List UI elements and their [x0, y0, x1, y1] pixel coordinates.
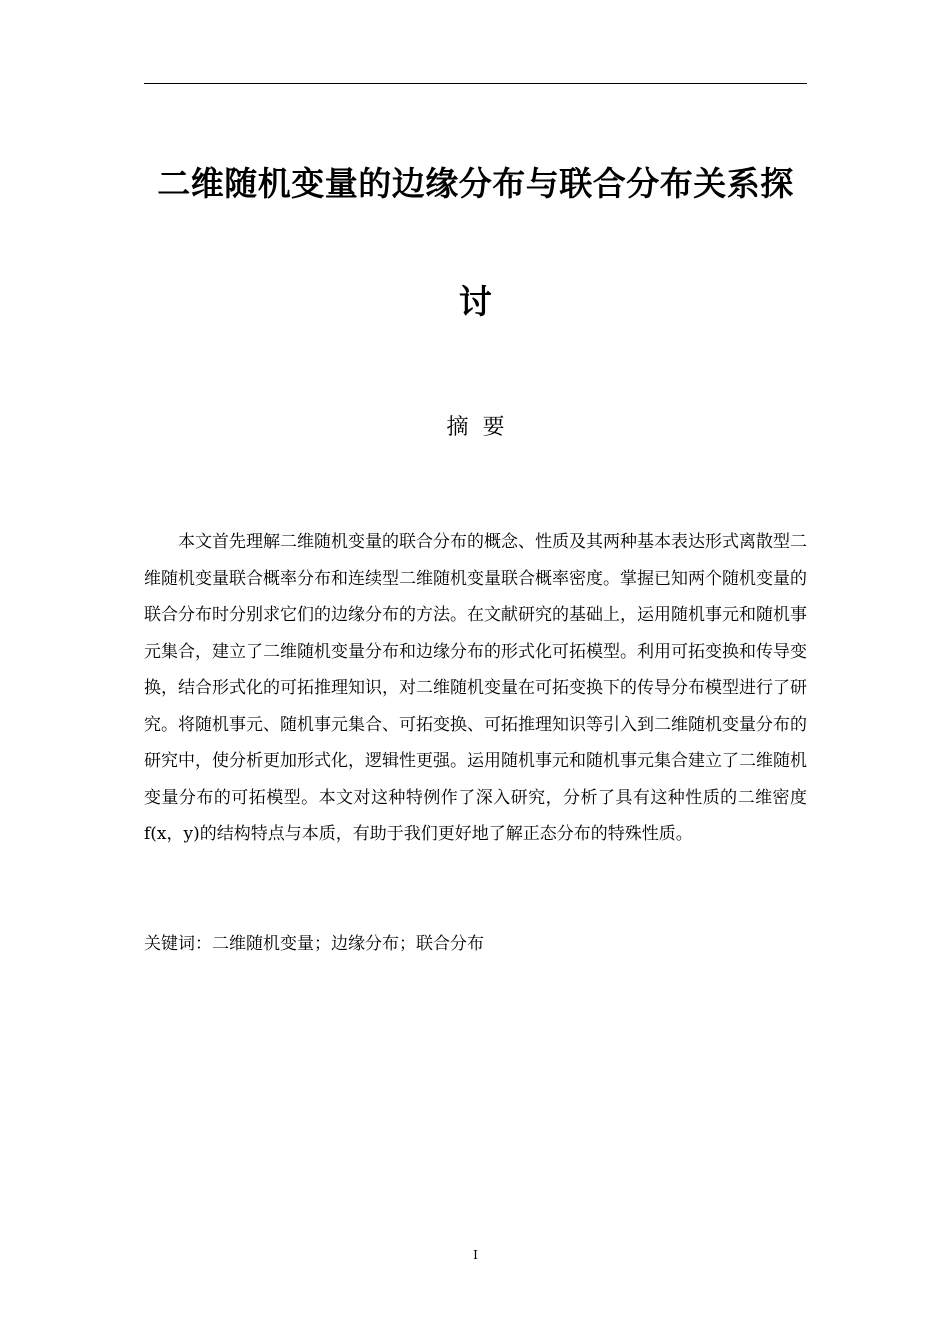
page-number: I	[473, 1248, 478, 1262]
keywords-value: 二维随机变量；边缘分布；联合分布	[212, 934, 484, 954]
document-title-line-1: 二维随机变量的边缘分布与联合分布关系探	[157, 164, 794, 203]
keywords-label: 关键词：	[144, 934, 212, 954]
abstract-heading: 摘要	[446, 415, 519, 440]
document-title-line-2: 讨	[458, 282, 493, 321]
abstract-body: 本文首先理解二维随机变量的联合分布的概念、性质及其两种基本表达形式离散型二维随机变量联合概率分布和连续型二维随机变量联合概率密度。掌握已知两个随机变量的联合分布时分别求它们的边缘分布的方法。在文献研究的基础上，运用随机事元和随机事元集合，建立了二维随机变量分布和边缘分布的形式化可拓模型。利用可拓变换和传导变换，结合形式化的可拓推理知识，对二维随机变量在可拓变换下的传导分布模型进行了研究。将随机事元、随机事元集合、可拓变换、可拓推理知识等引入到二维随机变量分布的研究中，使分析更加形式化，逻辑性更强。运用随机事元和随机事元集合建立了二维随机变量分布的可拓模型。本文对这种特例作了深入研究，分析了具有这种性质的二维密度 f(x，y)的结构特点与本质，有助于我们更好地了解正态分布的特殊性质。	[144, 532, 807, 844]
keywords-line	[144, 932, 807, 956]
header-rule	[144, 83, 807, 84]
